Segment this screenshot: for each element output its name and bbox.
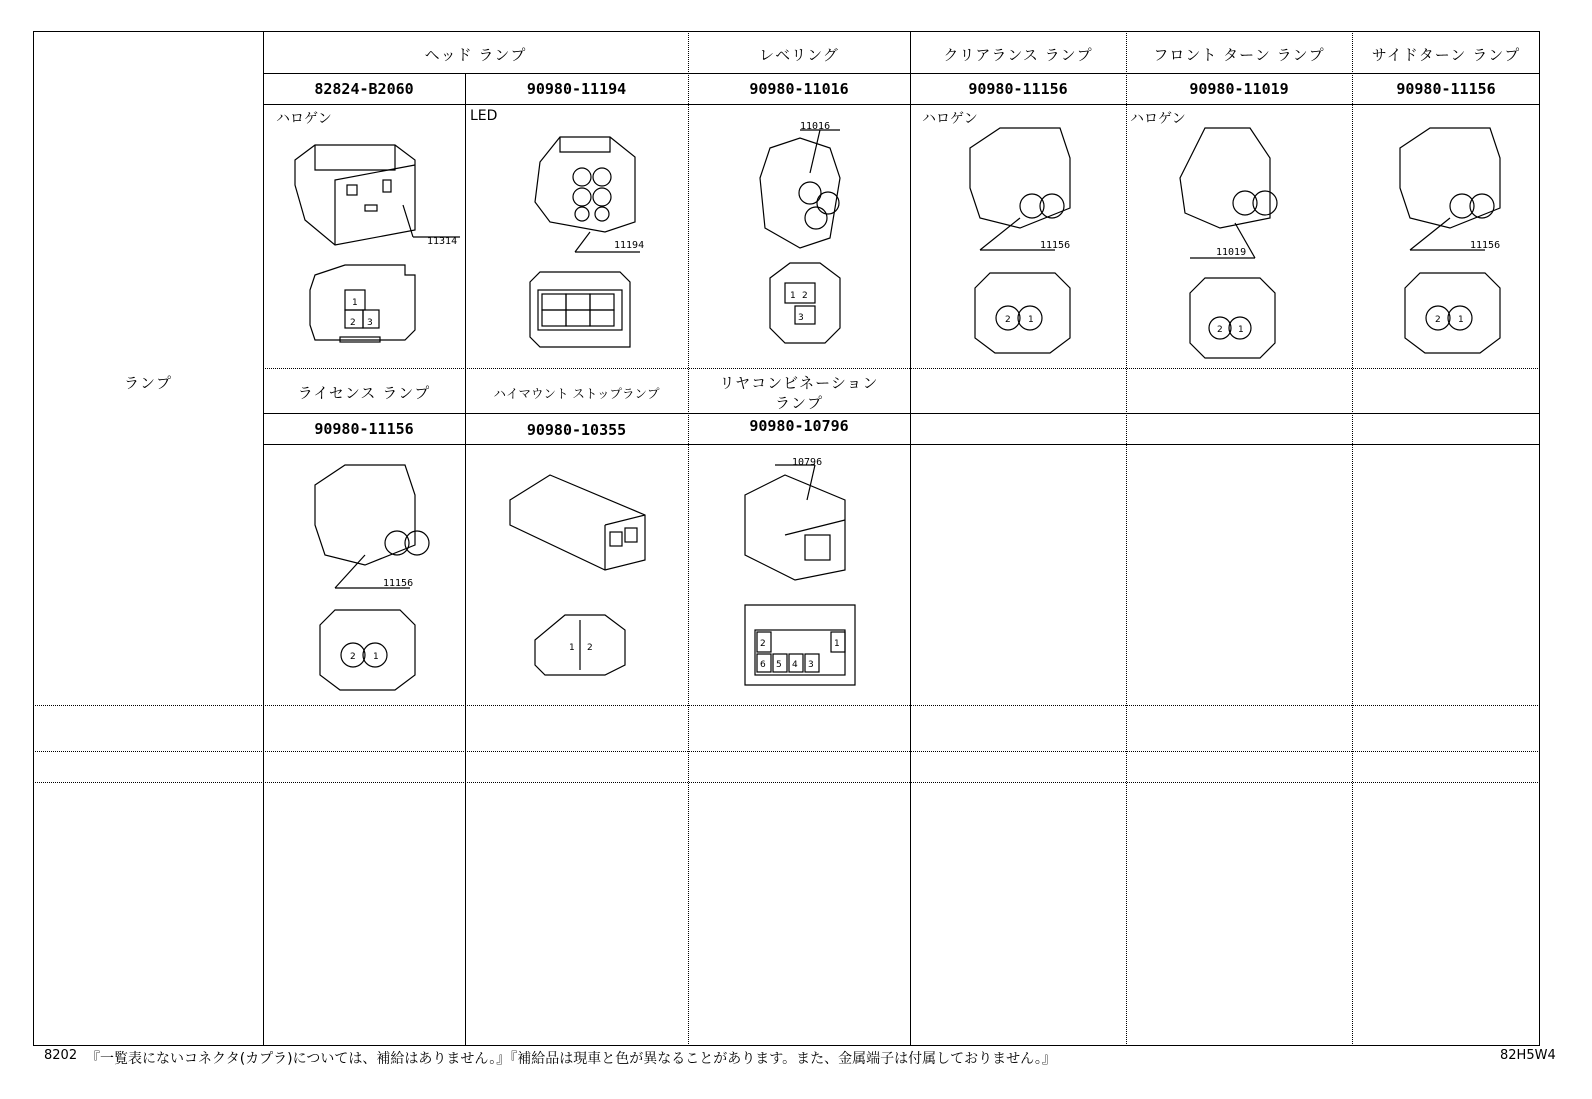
row-divider <box>263 73 1540 74</box>
connector-90980-10796-illustration <box>735 460 870 700</box>
part-number: 90980-11156 <box>1396 80 1496 98</box>
col-divider <box>263 31 264 1046</box>
connector-callout: 11314 <box>427 236 458 247</box>
connector-90980-11156-illustration <box>960 118 1090 363</box>
row-divider <box>33 751 1540 752</box>
svg-text:5: 5 <box>776 660 782 670</box>
svg-text:1: 1 <box>352 298 358 308</box>
bulb-type-tag: LED <box>470 108 498 124</box>
header-license-lamp: ライセンス ランプ <box>297 384 431 402</box>
svg-text:1: 1 <box>1238 325 1244 335</box>
connector-callout: 10796 <box>792 457 823 468</box>
part-number: 90980-11194 <box>526 80 627 98</box>
category-label: ランプ <box>123 374 172 392</box>
svg-text:1: 1 <box>790 291 796 301</box>
connector-90980-11156-illustration <box>305 455 435 700</box>
header-high-mount-stop-lamp: ハイマウント ストップランプ <box>493 386 660 401</box>
bulb-type-tag: ハロゲン <box>276 111 332 127</box>
row-divider <box>263 368 1540 369</box>
footer-note: 『一覧表にないコネクタ(カプラ)については、補給はありません。』『補給品は現車と色が異なることがあります。また、金属端子は付属しておりません。』 <box>86 1051 1056 1067</box>
col-divider <box>1352 31 1353 1046</box>
header-rear-combination-lamp-line2: ランプ <box>774 394 823 412</box>
part-number: 90980-10796 <box>749 417 849 435</box>
svg-text:2: 2 <box>1217 325 1223 335</box>
svg-text:3: 3 <box>367 318 373 328</box>
bulb-type-tag: ハロゲン <box>922 111 978 127</box>
doc-code: 82H5W4 <box>1500 1048 1556 1063</box>
svg-text:1: 1 <box>1458 315 1464 325</box>
row-divider <box>33 782 1540 783</box>
part-number: 90980-11019 <box>1189 80 1289 98</box>
connector-90980-11016-illustration <box>750 118 860 358</box>
svg-text:1: 1 <box>1028 315 1034 325</box>
svg-text:2: 2 <box>1435 315 1441 325</box>
svg-text:2: 2 <box>350 652 356 662</box>
col-divider <box>1126 31 1127 1046</box>
connector-90980-10355-illustration <box>505 470 655 690</box>
svg-text:3: 3 <box>808 660 814 670</box>
svg-text:2: 2 <box>350 318 356 328</box>
row-divider <box>263 444 1540 445</box>
svg-text:1: 1 <box>373 652 379 662</box>
svg-text:4: 4 <box>792 660 798 670</box>
part-number: 90980-10355 <box>526 421 627 439</box>
svg-text:3: 3 <box>798 313 804 323</box>
part-number: 90980-11156 <box>314 420 414 438</box>
svg-text:6: 6 <box>760 660 766 670</box>
header-front-turn-lamp: フロント ターン ランプ <box>1153 46 1325 64</box>
connector-callout: 11156 <box>383 578 414 589</box>
header-head-lamp: ヘッド ランプ <box>424 46 527 64</box>
svg-text:2: 2 <box>587 643 593 653</box>
header-leveling: レベリング <box>759 46 839 64</box>
svg-text:2: 2 <box>802 291 808 301</box>
svg-text:2: 2 <box>1005 315 1011 325</box>
col-divider <box>688 31 689 1046</box>
col-divider <box>910 31 911 1046</box>
page-code: 8202 <box>44 1048 78 1063</box>
row-divider <box>33 705 1540 706</box>
connector-callout: 11016 <box>800 121 831 132</box>
connector-callout: 11019 <box>1216 247 1247 258</box>
header-clearance-lamp: クリアランス ランプ <box>943 46 1093 64</box>
header-side-turn-lamp: サイドターン ランプ <box>1371 46 1521 64</box>
connector-90980-11194-illustration <box>520 122 680 360</box>
part-number: 82824-B2060 <box>314 80 414 98</box>
part-number: 90980-11156 <box>968 80 1068 98</box>
row-divider <box>263 104 1540 105</box>
part-number: 90980-11016 <box>749 80 849 98</box>
header-rear-combination-lamp: リヤコンビネーション <box>719 374 879 392</box>
row-divider <box>263 413 1540 414</box>
connector-90980-11019-illustration <box>1175 118 1305 368</box>
svg-text:1: 1 <box>569 643 575 653</box>
connector-callout: 11194 <box>614 240 645 251</box>
bulb-type-tag: ハロゲン <box>1130 111 1186 127</box>
connector-callout: 11156 <box>1040 240 1071 251</box>
connector-90980-11156-illustration <box>1390 118 1520 363</box>
col-divider <box>465 73 466 1046</box>
svg-text:2: 2 <box>760 639 766 649</box>
svg-text:1: 1 <box>834 639 840 649</box>
connector-callout: 11156 <box>1470 240 1501 251</box>
